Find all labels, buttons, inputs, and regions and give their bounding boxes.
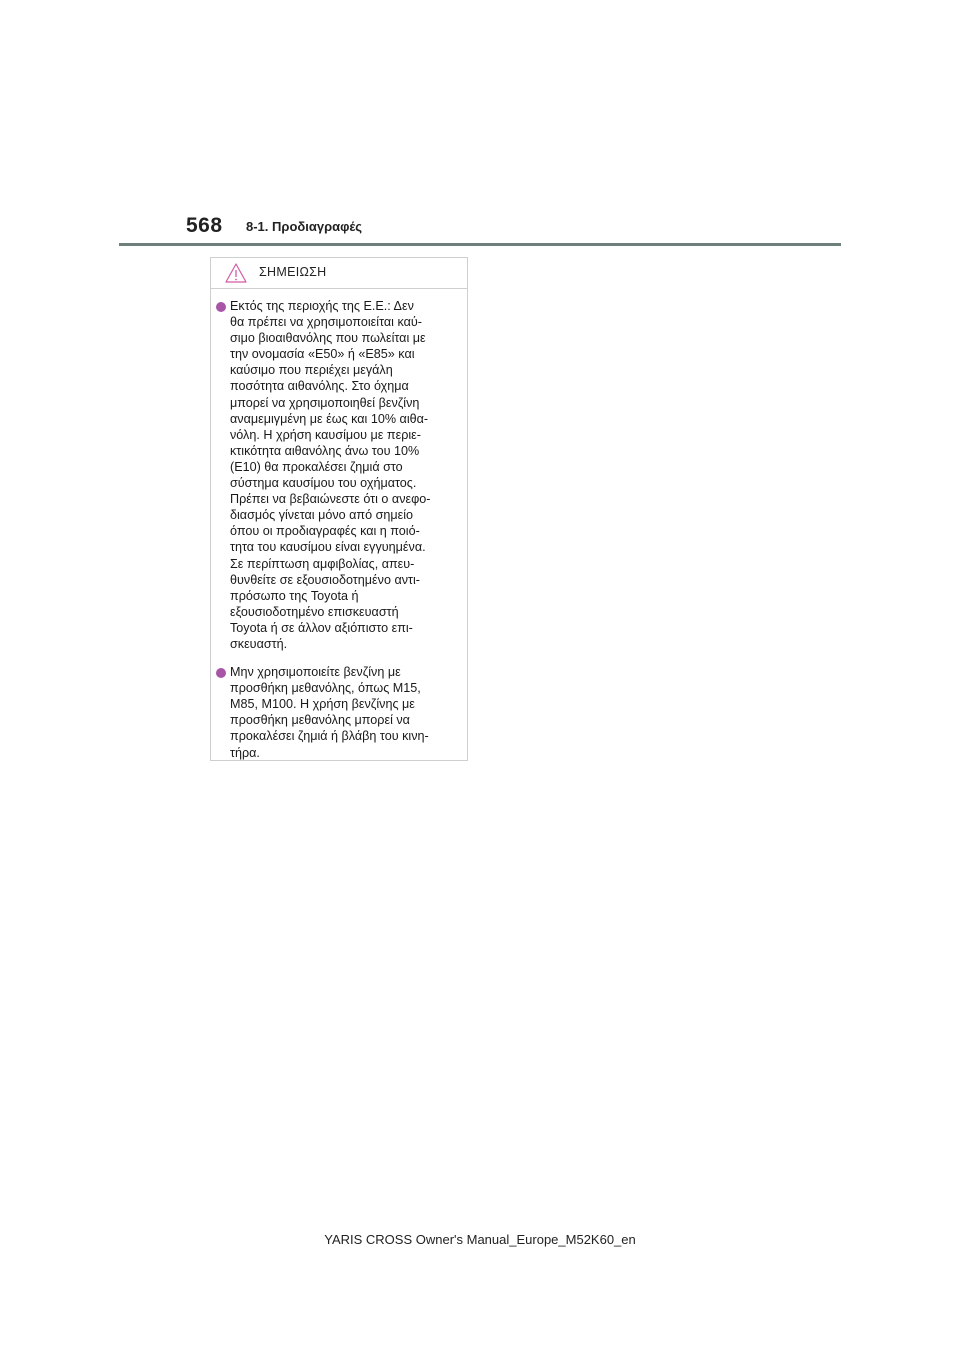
note-text-line: Εκτός της περιοχής της Ε.Ε.: Δεν	[230, 299, 414, 313]
warning-triangle-icon	[225, 263, 247, 283]
note-text-line: ποσότητα αιθανόλης. Στο όχημα	[230, 379, 409, 394]
note-text-line: θυνθείτε σε εξουσιοδοτημένο αντι-	[230, 572, 420, 587]
note-text-line: Πρέπει να βεβαιώνεστε ότι ο ανεφο-	[230, 492, 431, 507]
note-item	[216, 298, 459, 652]
note-text-line: εξουσιοδοτημένο επισκευαστή	[230, 604, 399, 619]
note-text-line: κτικότητα αιθανόλης άνω του 10%	[230, 443, 420, 458]
note-text-line: μπορεί να χρησιμοποιηθεί βενζίνη	[230, 395, 420, 410]
note-text-line: όπου οι προδιαγραφές και η ποιό-	[230, 524, 420, 539]
note-text-line: σιμο βιοαιθανόλης που πωλείται με	[230, 331, 426, 346]
note-text-line: M85, M100. Η χρήση βενζίνης με	[230, 697, 415, 712]
note-text-line: προκαλέσει ζημιά ή βλάβη του κινη-	[230, 729, 429, 744]
note-text-line: Μην χρησιμοποιείτε βενζίνη με	[230, 665, 401, 680]
note-body	[211, 289, 467, 761]
note-text-line: πρόσωπο της Toyota ή	[230, 588, 359, 603]
note-text-line: θα πρέπει να χρησιμοποιείται καύ-	[230, 315, 422, 330]
header-rule	[119, 243, 841, 246]
note-box	[210, 257, 468, 761]
section-title: 8-1. Προδιαγραφές	[246, 219, 363, 234]
note-text-line: σκευαστή.	[230, 636, 288, 651]
note-text-line: προσθήκη μεθανόλης, όπως M15,	[230, 681, 421, 696]
note-text-line: την ονομασία «E50» ή «E85» και	[230, 347, 415, 362]
note-text-line: σύστημα καυσίμου του οχήματος.	[230, 476, 417, 491]
bullet-icon	[216, 302, 226, 312]
note-title: ΣΗΜΕΙΩΣΗ	[259, 265, 327, 279]
note-item	[216, 664, 459, 761]
page-number: 568	[186, 214, 223, 237]
note-text-line: διασμός γίνεται μόνο από σημείο	[230, 508, 414, 523]
note-text-line: Σε περίπτωση αμφιβολίας, απευ-	[230, 556, 415, 571]
note-text-line: (E10) θα προκαλέσει ζημιά στο	[230, 459, 403, 474]
note-text-line: Toyota ή σε άλλον αξιόπιστο επι-	[230, 620, 413, 635]
note-header	[211, 258, 467, 289]
note-text-line: προσθήκη μεθανόλης μπορεί να	[230, 713, 410, 728]
note-text-line: νόλη. Η χρήση καυσίμου με περιε-	[230, 427, 421, 442]
note-text-line: τήρα.	[230, 745, 260, 760]
note-text-line: τητα του καυσίμου είναι εγγυημένα.	[230, 540, 426, 555]
bullet-icon	[216, 668, 226, 678]
note-text-line: αναμεμιγμένη με έως και 10% αιθα-	[230, 411, 429, 426]
note-text-line: καύσιμο που περιέχει μεγάλη	[230, 363, 393, 378]
footer-text: YARIS CROSS Owner's Manual_Europe_M52K60_en	[324, 1232, 636, 1247]
